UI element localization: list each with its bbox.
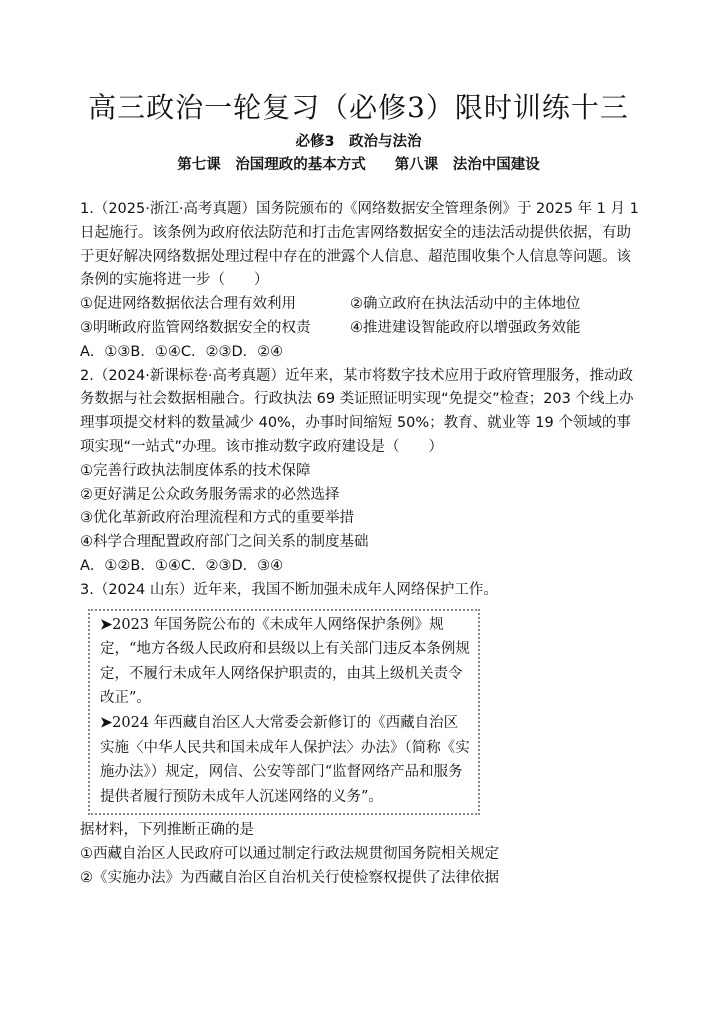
q2-option-4: ④科学合理配置政府部门之间关系的制度基础 <box>80 534 369 551</box>
q3-option-1: ①西藏自治区人民政府可以通过制定行政法规贯彻国务院相关规定 <box>80 846 499 863</box>
q2-option-2: ②更好满足公众政务服务需求的必然选择 <box>80 486 340 503</box>
q2-option-1: ①完善行政执法制度体系的技术保障 <box>80 462 311 479</box>
q2-stem: 2.（2024·新课标卷·高考真题）近年来，某市将数字技术应用于政府管理服务，推动政务数据与社会数据相融合。行政执法 69 类证照证明实现“免提交”检查；203 个线上办理事项提交材料的数量减少 40%，办事时间缩短 50%；教育、就业等 19 个领域的事项实现“一站式”办理。该市推动数字政府建设是（ ） <box>80 367 634 455</box>
q1-option-1: ①促进网络数据依法合理有效利用 <box>80 296 296 313</box>
material-text-2: 2024 年西藏自治区人大常委会新修订的《西藏自治区实施〈中华人民共和国未成年人保护法〉办法》（简称《实施办法》）规定，网信、公安等部门“监督网络产品和服务提供者履行预防未成年人沉迷网络的义务”。 <box>100 714 470 805</box>
q1-option-3: ③明晰政府监管网络数据安全的权责 <box>80 319 311 336</box>
q1-options-row-1 <box>80 293 640 317</box>
q3-after: 据材料，下列推断正确的是 <box>80 822 254 839</box>
q1-answers: A．①③B．①④C．②③D．②④ <box>80 343 284 360</box>
q3-material-box <box>88 609 480 816</box>
lessons-subtitle: 第七课 治国理政的基本方式 第八课 法治中国建设 <box>177 157 540 173</box>
material-item-1 <box>100 613 470 711</box>
arrow-bullet-icon: ➤ <box>100 615 113 633</box>
material-text-1: 2023 年国务院公布的《未成年人网络保护条例》规定，“地方各级人民政府和县级以上有关部门违反本条例规定，不履行未成年人网络保护职责的，由其上级机关责令改正”。 <box>100 616 470 707</box>
material-item-2 <box>100 711 470 809</box>
q3-option-2: ②《实施办法》为西藏自治区自治机关行使检察权提供了法律依据 <box>80 869 499 886</box>
arrow-bullet-icon: ➤ <box>100 713 113 731</box>
q1-option-2: ②确立政府在执法活动中的主体地位 <box>350 296 581 313</box>
q3-stem: 3.（2024 山东）近年来，我国不断加强未成年人网络保护工作。 <box>80 581 498 598</box>
page-title: 高三政治一轮复习（必修3）限时训练十三 <box>88 91 629 124</box>
q1-stem: 1.（2025·浙江·高考真题）国务院颁布的《网络数据安全管理条例》于 2025 年 1 月 1 日起施行。该条例为政府依法防范和打击危害网络数据安全的违法活动提供依据，有助于更好解决网络数据处理过程中存在的泄露个人信息、超范围收集个人信息等问题。该条例的实施将进一步（ ） <box>80 201 639 289</box>
q2-option-3: ③优化革新政府治理流程和方式的重要举措 <box>80 510 354 527</box>
q2-answers: A．①②B．①④C．②③D．③④ <box>80 557 284 574</box>
book-subtitle: 必修3 政治与法治 <box>295 134 422 150</box>
questions <box>80 198 640 891</box>
q1-option-4: ④推进建设智能政府以增强政务效能 <box>350 319 581 336</box>
q1-options-row-2 <box>80 317 640 341</box>
